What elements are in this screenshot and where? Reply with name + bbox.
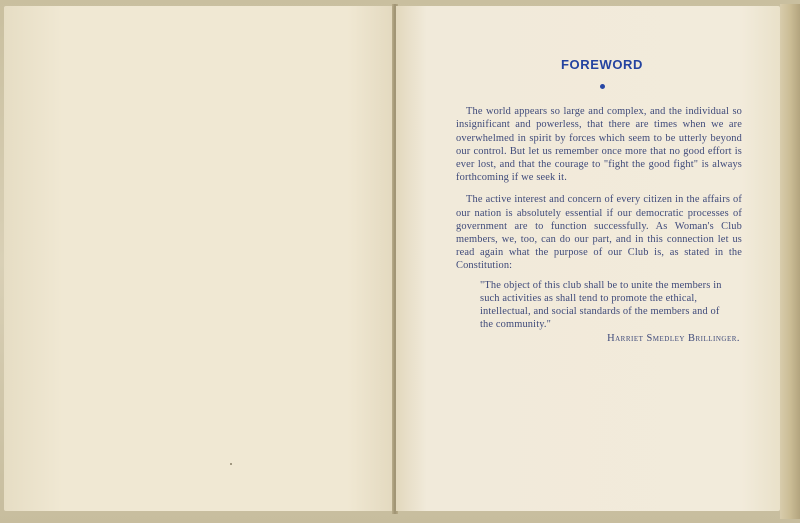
dot-ornament-icon [600, 84, 605, 89]
paper-speck [230, 463, 232, 465]
page-edge [780, 4, 800, 519]
constitution-quote: "The object of this club shall be to unite the members in such activities as shall tend to promote the ethical, intellectual, and social standards of the members and of the community." [480, 279, 722, 331]
foreword-paragraph-2: The active interest and concern of every citizen in the affairs of our nation is absolutely essential if our democratic processes of government are to function successfully. As Woman's Club members, we, too, can do our part, and in this connection let us read again what the purpose of our Club is, as stated in the Constitution: [456, 194, 742, 272]
foreword-text-block [456, 58, 742, 346]
page-title: FOREWORD [560, 57, 644, 72]
left-page-blank [4, 6, 394, 511]
author-signature: Harriet Smedley Brillinger. [607, 333, 740, 345]
foreword-paragraph-1: The world appears so large and complex, and the individual so insignificant and powerless, that there are times when we are overwhelmed in spirit by forces which seem to be utterly beyond our control. But let us remember once more that no good effort is ever lost, and that the courage to "fight the good fight" is always forthcoming if we seek it. [456, 106, 742, 184]
